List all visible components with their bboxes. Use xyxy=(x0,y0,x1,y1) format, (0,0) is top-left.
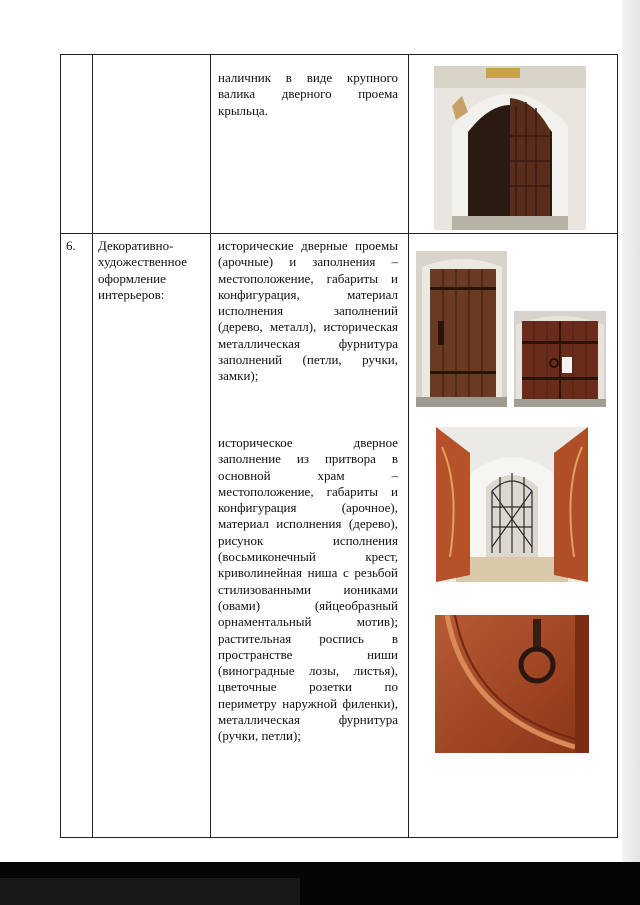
wooden-plank-door-photo xyxy=(416,251,507,407)
scan-page-edge xyxy=(622,0,640,905)
row-name: Декоративно-художественное оформление интерьеров: xyxy=(98,238,188,302)
row1-description: наличник в виде крупного валика дверного проема крыльца. xyxy=(218,70,398,118)
arched-porch-door-photo xyxy=(434,66,586,230)
door-ring-handle-photo xyxy=(435,615,589,753)
row-number: 6. xyxy=(66,238,76,253)
door-openings-description: исторические дверные проемы (арочные) и заполнения – местоположение, габариты и конфигурация, материал исполнения заполнений (дерево, металл), историческая металлическая фурнитура заполнений (петли, ручки, замки); xyxy=(218,238,398,384)
double-plank-door-photo xyxy=(514,311,606,407)
narthex-door-description: историческое дверное заполнение из притвора в основной храм – местоположение, габариты и конфигурация (арочное), материал исполнения (дерево), рисунок исполнения (восьмиконечный крест, криволинейная ниша с резьбой стилизованными иониками (овами) (яйцеобразный орнаментальный мотив); растительная роспись в пространстве ниши (виноградные лозы, листья), цветочные розетки по периметру наружной филенки), металлическая фурнитура (ручки, петли); xyxy=(218,435,398,744)
scan-bottom-shadow xyxy=(0,878,300,905)
open-carved-doors-photo xyxy=(436,427,588,582)
